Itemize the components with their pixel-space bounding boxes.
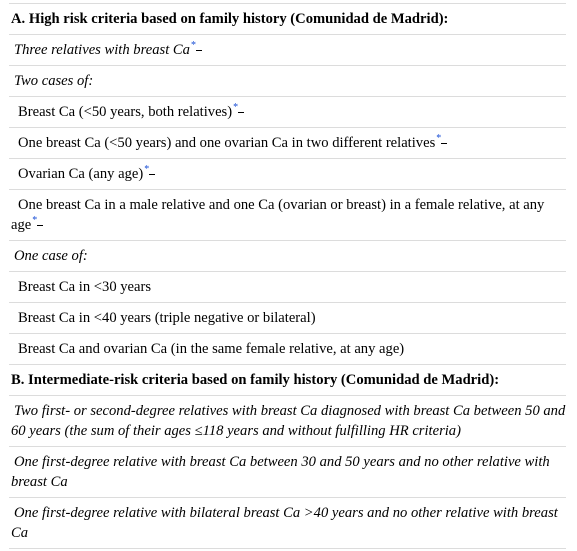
section-a-header-row bbox=[9, 4, 566, 35]
footnote-link[interactable]: * bbox=[32, 215, 38, 227]
criteria-row bbox=[9, 272, 566, 303]
footnote-link[interactable]: * bbox=[233, 102, 239, 114]
footnote-link[interactable]: * bbox=[190, 40, 196, 52]
criteria-row bbox=[9, 303, 566, 334]
criteria-text: One breast Ca (<50 years) and one ovarian Ca in two different relatives bbox=[18, 135, 436, 151]
criteria-subheading-row bbox=[9, 241, 566, 272]
footnote-link[interactable]: * bbox=[144, 164, 150, 176]
section-a-header: A. High risk criteria based on family history (Comunidad de Madrid): bbox=[9, 4, 566, 35]
section-b-header: B. Intermediate-risk criteria based on family history (Comunidad de Madrid): bbox=[9, 365, 566, 396]
criteria-row bbox=[9, 396, 566, 447]
criteria-text: Breast Ca and ovarian Ca (in the same female relative, at any age) bbox=[9, 334, 566, 365]
criteria-text: Breast Ca in <30 years bbox=[9, 272, 566, 303]
criteria-row bbox=[9, 334, 566, 365]
footnote-dash bbox=[37, 225, 43, 226]
criteria-row bbox=[9, 159, 566, 190]
footnote-dash bbox=[196, 50, 202, 51]
criteria-row bbox=[9, 447, 566, 498]
criteria-text: Three relatives with breast Ca bbox=[14, 42, 190, 58]
criteria-text: One first-degree relative with bilateral breast Ca >40 years and no other relative with breast Ca bbox=[11, 505, 558, 541]
criteria-subheading: Two cases of: bbox=[9, 66, 566, 97]
footnote-dash bbox=[238, 112, 244, 113]
criteria-text: One first-degree relative with breast Ca between 30 and 50 years and no other relative with breast Ca bbox=[11, 454, 550, 490]
criteria-text: Breast Ca (<50 years, both relatives) bbox=[18, 104, 233, 120]
criteria-table bbox=[9, 3, 566, 549]
footnote-dash bbox=[149, 174, 155, 175]
criteria-row bbox=[9, 35, 566, 66]
criteria-subheading-row bbox=[9, 66, 566, 97]
footnote-dash bbox=[441, 143, 447, 144]
criteria-row bbox=[9, 97, 566, 128]
criteria-row bbox=[9, 498, 566, 549]
criteria-text: Breast Ca in <40 years (triple negative or bilateral) bbox=[9, 303, 566, 334]
footnote-link[interactable]: * bbox=[436, 133, 442, 145]
criteria-text: One breast Ca in a male relative and one Ca (ovarian or breast) in a female relative, at any age bbox=[11, 197, 545, 233]
section-b-header-row bbox=[9, 365, 566, 396]
criteria-row bbox=[9, 128, 566, 159]
criteria-row bbox=[9, 190, 566, 241]
criteria-subheading: One case of: bbox=[9, 241, 566, 272]
criteria-text: Ovarian Ca (any age) bbox=[18, 166, 144, 182]
criteria-text: Two first- or second-degree relatives with breast Ca diagnosed with breast Ca between 50 and 60 years (the sum of their ages ≤118 years and without fulfilling HR criteria) bbox=[11, 403, 566, 439]
